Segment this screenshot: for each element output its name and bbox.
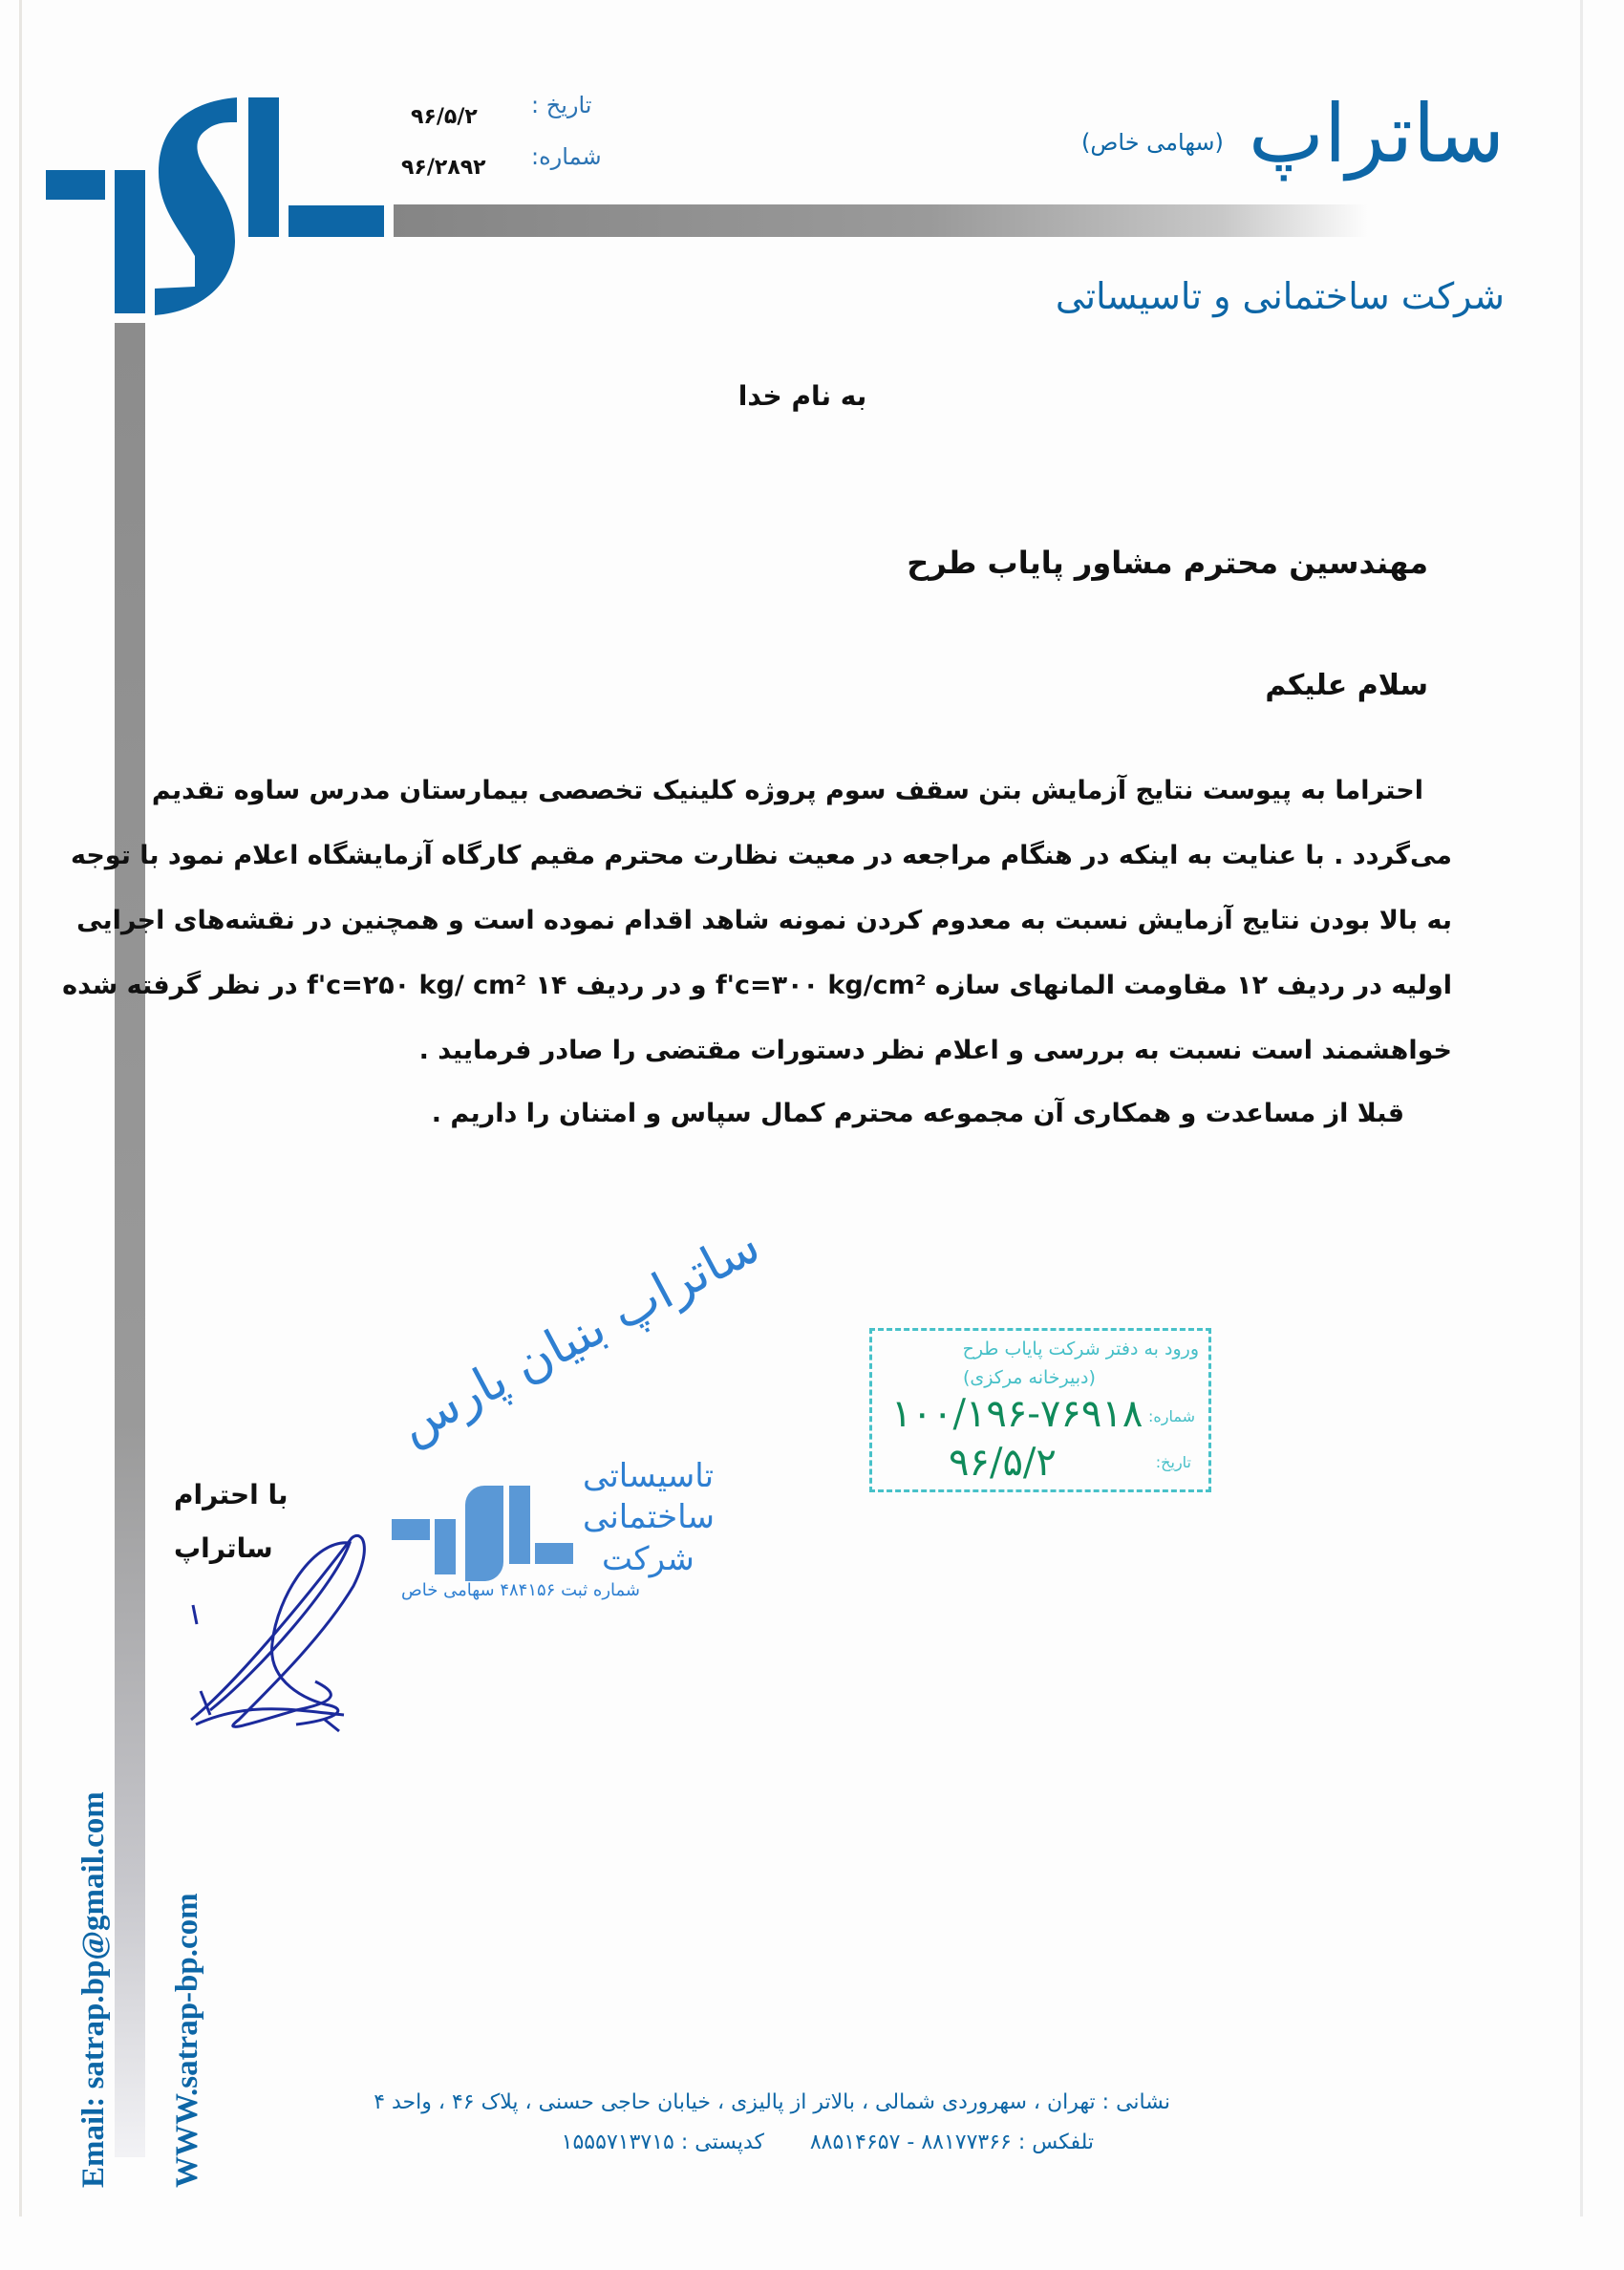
handwritten-signature	[182, 1529, 411, 1739]
stamp-line-1: تاسیساتی	[583, 1457, 715, 1495]
company-type: (سهامی خاص)	[1081, 129, 1224, 156]
date-label: تاریخ :	[531, 92, 592, 118]
left-accent-bar	[115, 323, 145, 2157]
stamp-registration: شماره ثبت ۴۸۴۱۵۶ سهامی خاص	[401, 1580, 640, 1600]
stamp-line-2: ساختمانی	[583, 1498, 715, 1536]
body-line: اولیه در ردیف ۱۲ مقاومت المانهای سازه f'c=۳۰۰ kg/cm² و در ردیف ۱۴ f'c=۲۵۰ kg/ cm² در نظر گرفته شده	[62, 971, 1452, 1000]
receipt-stamp	[869, 1328, 1211, 1492]
sign-off: با احترام	[174, 1479, 288, 1510]
body-line: خواهشمند است نسبت به بررسی و اعلام نظر دستورات مقتضی را صادر فرمایید .	[418, 1036, 1452, 1065]
number-label: شماره:	[531, 143, 602, 170]
footer-address: نشانی : تهران ، سهروردی شمالی ، بالاتر از پالیزی ، خیابان حاجی حسنی ، پلاک ۴۶ ، واحد ۴	[374, 2090, 1170, 2114]
header-divider-bar	[394, 204, 1368, 237]
closing-line: قبلا از مساعدت و همکاری آن مجموعه محترم کمال سپاس و امتنان را داریم .	[431, 1099, 1404, 1128]
stamp-logo-horizontal	[535, 1543, 573, 1564]
receipt-stamp-title: ورود به دفتر شرکت پایاب طرح	[962, 1338, 1199, 1360]
bismillah-heading: به نام خدا	[737, 380, 867, 412]
receipt-stamp-subtitle: (دبیرخانه مرکزی)	[963, 1367, 1096, 1388]
body-line: احتراما به پیوست نتایج آزمایش بتن سقف سوم پروژه کلینیک تخصصی بیمارستان مدرس ساوه تقدیم	[151, 776, 1423, 805]
footer-phone: تلفکس : ۸۸۱۷۷۳۶۶ - ۸۸۵۱۴۶۵۷	[809, 2131, 1094, 2154]
scan-edge-left	[19, 0, 22, 2216]
logo-bar-horizontal	[288, 205, 384, 237]
greeting: سلام علیکم	[1265, 669, 1428, 702]
stamp-line-3: شرکت	[602, 1540, 694, 1578]
number-value: ۹۶/۲۸۹۲	[401, 156, 486, 180]
stamp-logo-bar	[435, 1519, 456, 1574]
scan-edge-right	[1580, 0, 1583, 2216]
addressee: مهندسین محترم مشاور پایاب طرح	[907, 545, 1428, 581]
receipt-number-label: شماره:	[1147, 1407, 1195, 1425]
stamp-arc-text: ساتراپ بنیان پارس	[390, 1216, 770, 1455]
receipt-number-value: ۱۰۰/۱۹۶-۷۶۹۱۸	[891, 1392, 1143, 1436]
receipt-date-value: ۹۶/۵/۲	[949, 1441, 1057, 1485]
logo-block-left	[46, 170, 105, 200]
logo-bar-vertical	[115, 170, 145, 313]
receipt-date-label: تاریخ:	[1155, 1453, 1191, 1471]
logo-bar-tall	[248, 97, 279, 237]
date-value: ۹۶/۵/۲	[411, 105, 478, 129]
company-name: ساتراپ	[1248, 87, 1505, 181]
logo-s-shape	[153, 96, 241, 317]
stamp-logo-s	[465, 1486, 503, 1581]
signer-name: ساتراپ	[174, 1532, 273, 1564]
footer-postal-code: کدپستی : ۱۵۵۵۷۱۳۷۱۵	[561, 2131, 764, 2154]
footer-website[interactable]: WWW.satrap-bp.com	[170, 1893, 204, 2188]
body-line: می‌گردد . با عنایت به اینکه در هنگام مراجعه در معیت نظارت محترم مقیم کارگاه آزمایشگاه اعلام نمود با توجه	[70, 841, 1452, 870]
body-line: به بالا بودن نتایج آزمایش نسبت به معدوم کردن نمونه شاهد اقدام نموده است و همچنین در نقشه‌های اجرایی	[76, 906, 1452, 935]
footer-email[interactable]: Email: satrap.bp@gmail.com	[76, 1791, 111, 2188]
stamp-logo-tall	[509, 1486, 530, 1564]
company-subtitle: شرکت ساختمانی و تاسیساتی	[1055, 275, 1505, 317]
